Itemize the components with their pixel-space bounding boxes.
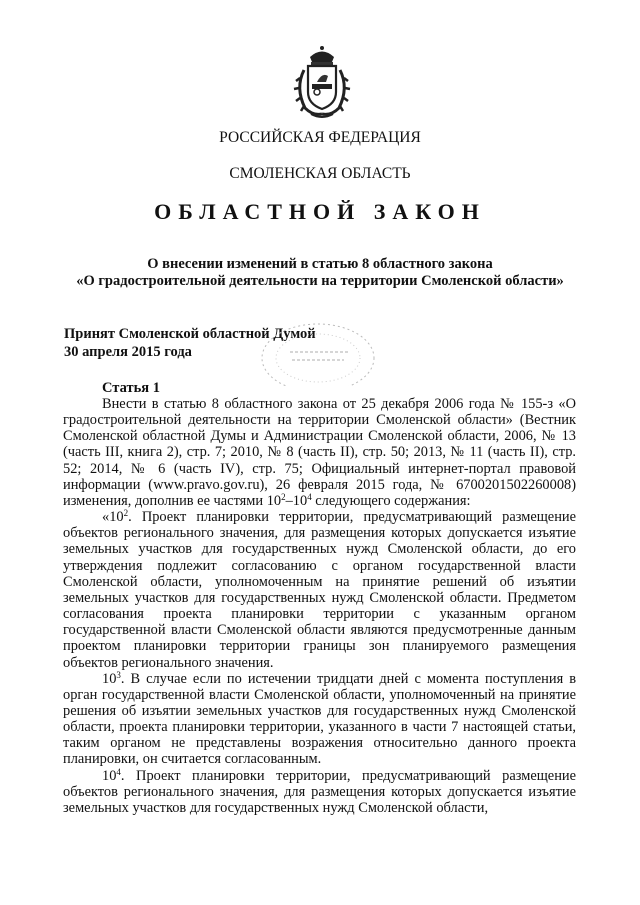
part-10-2-superscript: 2 — [123, 508, 129, 519]
document-type-heading: ОБЛАСТНОЙ ЗАКОН — [154, 199, 486, 224]
intro-range-dash: –10 — [285, 492, 308, 509]
intro-superscript-2: 4 — [307, 491, 312, 502]
part-10-4-number: 10 — [102, 767, 117, 784]
part-10-4-text: . Проект планировки территории, предусматривающий размещение объектов регионального значения, для размещения которых допускается изъятие земельных участков для государственных нужд Смоленской области, — [63, 767, 576, 816]
part-10-3-paragraph — [63, 671, 576, 768]
country-name: РОССИЙСКАЯ ФЕДЕРАЦИЯ — [219, 129, 421, 146]
region-name: СМОЛЕНСКАЯ ОБЛАСТЬ — [229, 165, 411, 182]
part-10-4-superscript: 4 — [116, 766, 121, 777]
part-10-2-paragraph — [63, 509, 576, 671]
part-10-2-number: «10 — [102, 509, 124, 526]
coat-of-arms-emblem — [291, 44, 353, 120]
part-10-3-text: . В случае если по истечении тридцати дней с момента поступления в орган государственной власти Смоленской области, уполномоченный на принятие решения об изъятии земельных участков для государственных нужд Смоленской области, проекта планировки территории, указанного в части 7 настоящей статьи, таким органом не представлены возражения относительно данного проекта планировки, он считается согласованным. — [63, 670, 576, 768]
intro-text: Внести в статью 8 областного закона от 25 декабря 2006 года № 155-з «О градостроительной деятельности на территории Смоленской области» (Вестник Смоленской областной Думы и Администрации Смоленской области, 2006, № 13 (часть III, книга 2), стр. 7; 2010, № 8 (часть II), стр. 50; 2013, № 11 (часть II), стр. 52; 2014, № 6 (часть IV), стр. 75; Официальный интернет-портал правовой информации (www.pravo.gov.ru), 26 февраля 2015 года, № 6700201502260008) изменения, дополнив ее частями 10 — [63, 396, 576, 509]
article-body — [63, 396, 576, 816]
part-10-2-text: . Проект планировки территории, предусматривающий размещение объектов регионального значения, для размещения которых допускается изъятие земельных участков для государственных нужд Смоленской области, до его утверждения подлежит согласованию с органом государственной власти Смоленской области, уполномоченным на принятие решений об изъятии земельных участков для государственных нужд Смоленской области. Предметом согласования проекта планировки территории с указанным органом государственной власти Смоленской области являются предусмотренные данным проектом планировки территории границы зон планируемого размещения объектов регионального значения. — [63, 509, 576, 671]
faint-stamp-watermark — [232, 322, 382, 386]
part-10-3-number: 10 — [102, 670, 117, 687]
adopted-by: Принят Смоленской областной Думой — [64, 326, 316, 342]
law-title-line1: О внесении изменений в статью 8 областного закона — [147, 256, 493, 272]
part-10-3-superscript: 3 — [116, 669, 121, 680]
part-10-4-paragraph — [63, 768, 576, 816]
intro-text-end: следующего содержания: — [311, 492, 471, 509]
intro-superscript-1: 2 — [281, 491, 286, 502]
article-intro-paragraph — [63, 396, 576, 509]
adopted-date: 30 апреля 2015 года — [64, 344, 192, 360]
law-title-line2: «О градостроительной деятельности на территории Смоленской области» — [76, 273, 564, 289]
article-heading: Статья 1 — [102, 380, 160, 396]
